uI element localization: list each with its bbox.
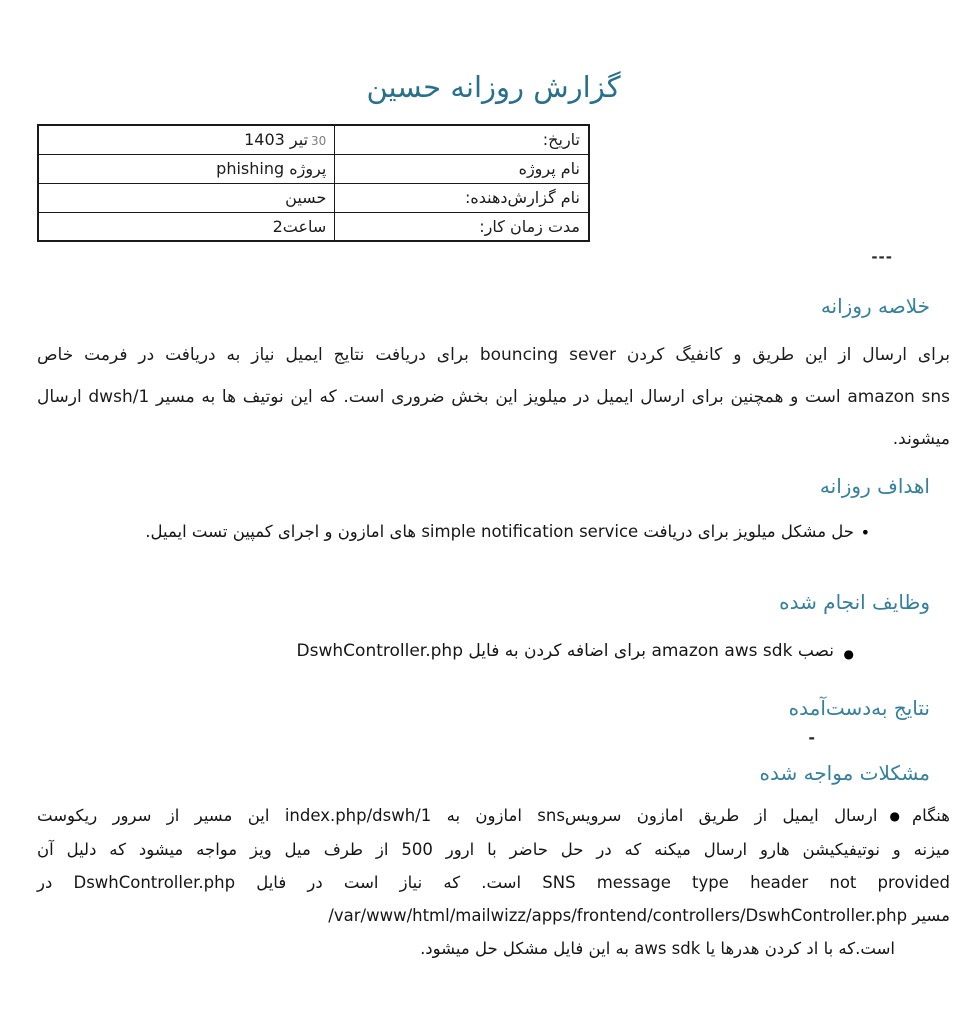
date-label: تاریخ: [335,125,589,154]
summary-line: amazon sns است و همچنین برای ارسال ایمیل در میلویز این بخش ضروری است. که این نوتیف ها به مسیر dwsh/1 ارسال [37,387,950,407]
problems-line: میزنه و نوتیفیکیشن هارو ارسال میکنه که در حل حاضر با ارور 500 از طرف میل ویز مواجه میشود که دلیل آن [37,840,950,859]
summary-heading: خلاصه روزانه [820,294,930,318]
triple-dash-separator: --- [871,248,893,266]
reporter-label: نام گزارش‌دهنده: [335,183,589,212]
problems-paragraph [37,799,950,965]
project-value: پروژه phishing [38,154,335,183]
goals-heading: اهداف روزانه [819,474,930,498]
report-info-table [37,124,590,242]
goals-list-item: • حل مشکل میلویز برای دریافت simple notification service های امازون و اجرای کمپین تست ایمیل. [37,520,868,544]
page-title: گزارش روزانه حسین [366,70,621,104]
project-label: نام پروژه [335,154,589,183]
duration-label: مدت زمان کار: [335,212,589,241]
problems-line: است.که با اد کردن هدرها یا aws sdk به این فایل مشکل حل میشود. [420,939,895,958]
table-row-reporter [38,183,589,212]
summary-line: برای ارسال از این طریق و کانفیگ کردن bouncing sever برای دریافت نتایج ایمیل نیاز به دریافت در فرمت خاص [37,345,950,365]
table-row-duration [38,212,589,241]
table-row-project [38,154,589,183]
bullet-dot-icon: ● [889,809,900,823]
tasks-list-item: ● نصب amazon aws sdk برای اضافه کردن به فایل DswhController.php [37,638,852,664]
summary-paragraph [37,334,950,460]
problems-line-rest: ارسال ایمیل از طریق امازون سرویسsns امازون به index.php/dswh/1 این مسیر از سرور ریکوست [37,806,878,825]
problems-line: مسیر var/www/html/mailwizz/apps/frontend/controllers/DswhController.php/ [328,906,950,925]
tasks-heading: وظایف انجام شده [779,590,930,614]
summary-line: میشوند. [892,429,950,449]
problems-line [37,799,950,833]
date-day: 30 [311,134,327,149]
table-row-date [38,125,589,154]
reporter-value: حسین [38,183,335,212]
results-placeholder-dash: - [808,728,815,747]
results-heading: نتایج به‌دست‌آمده [788,696,930,720]
date-value [38,125,335,154]
duration-value: 2ساعت [38,212,335,241]
problems-heading: مشکلات مواجه شده [759,761,930,785]
problems-lead-word: هنگام [911,806,950,825]
problems-line: SNS message type header not provided است. که نیاز است در فایل DswhController.php در [37,873,950,892]
date-month-year: تیر 1403 [244,130,309,150]
